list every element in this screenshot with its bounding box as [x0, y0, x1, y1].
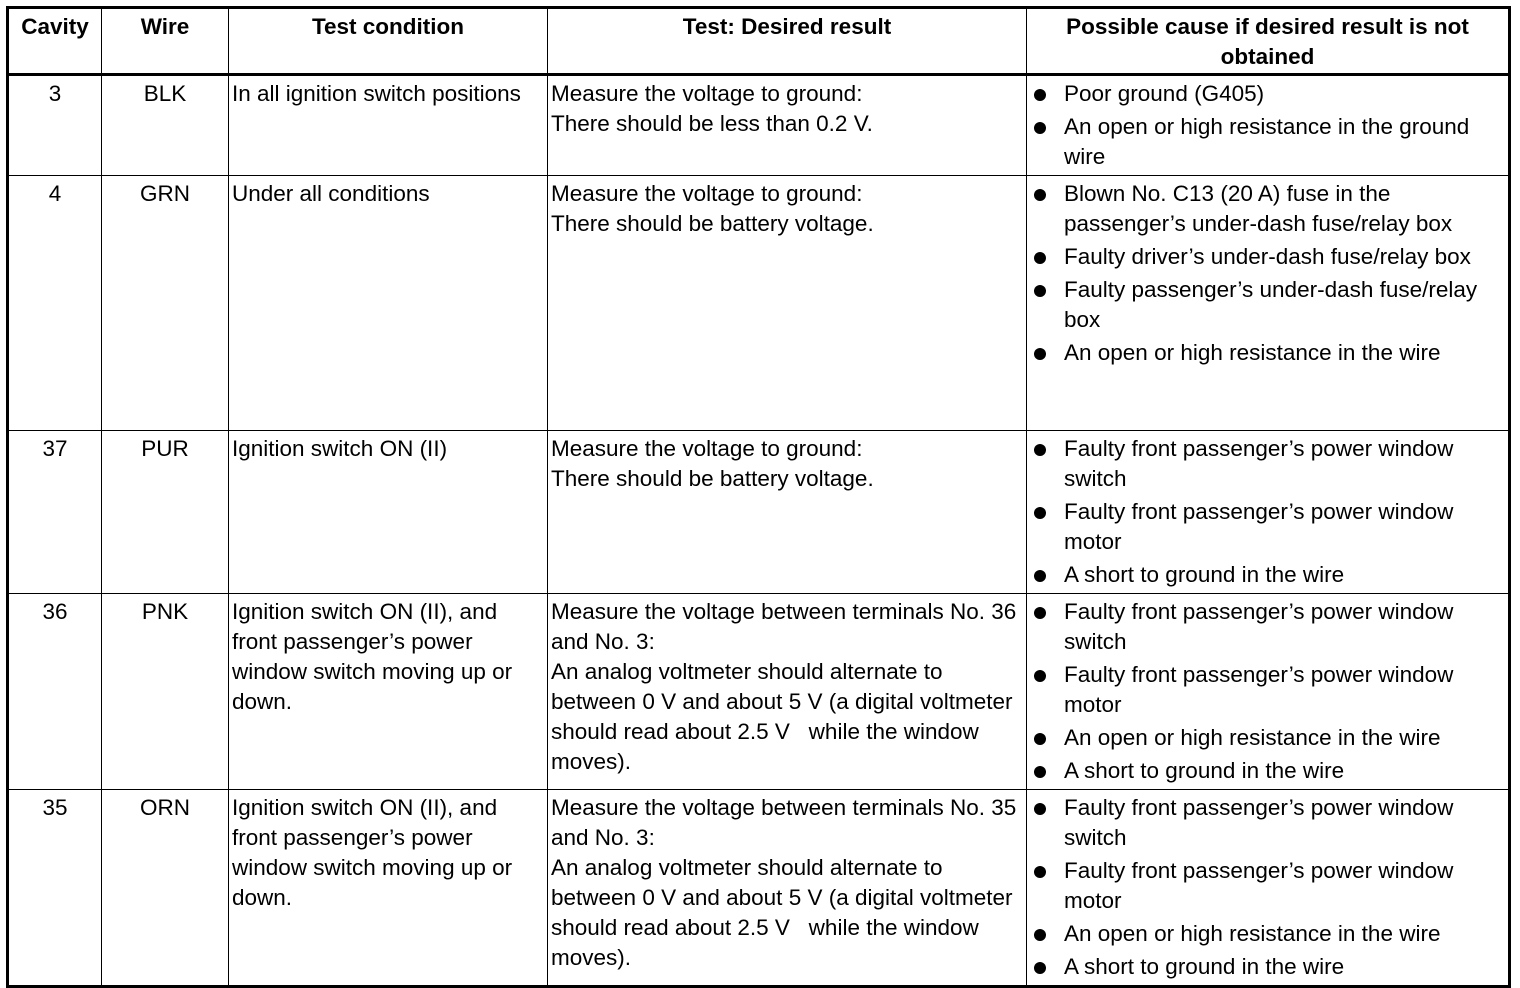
- bullet-icon: [1034, 348, 1046, 360]
- result-line: An analog voltmeter should alternate to between 0 V and about 5 V (a digital voltmeter should read about 2.5 V while the window moves).: [551, 855, 1019, 970]
- causes-cell: [1027, 176, 1510, 431]
- cause-list: [1030, 434, 1505, 590]
- cause-item: [1030, 179, 1505, 239]
- cavity-cell: 37: [8, 431, 102, 594]
- bullet-icon: [1034, 866, 1046, 878]
- wire-cell: ORN: [102, 790, 229, 987]
- bullet-icon: [1034, 285, 1046, 297]
- result-line: There should be less than 0.2 V.: [551, 111, 873, 136]
- header-test-condition: Test condition: [229, 8, 548, 75]
- cavity-cell: 4: [8, 176, 102, 431]
- cause-text: An open or high resistance in the wire: [1064, 921, 1441, 946]
- wire-cell: BLK: [102, 75, 229, 176]
- cause-text: Faulty front passenger’s power window motor: [1064, 662, 1454, 717]
- table-row: [8, 431, 1510, 594]
- cause-item: [1030, 793, 1505, 853]
- cause-text: An open or high resistance in the ground wire: [1064, 114, 1470, 169]
- cause-item: [1030, 338, 1505, 368]
- cause-item: [1030, 919, 1505, 949]
- condition-cell: Ignition switch ON (II), and front passenger’s power window switch moving up or down.: [229, 594, 548, 790]
- cause-item: [1030, 660, 1505, 720]
- cause-list: [1030, 597, 1505, 786]
- cause-list: [1030, 79, 1505, 172]
- cause-item: [1030, 597, 1505, 657]
- cause-list: [1030, 793, 1505, 982]
- cause-text: Faulty passenger’s under-dash fuse/relay box: [1064, 277, 1478, 332]
- header-cavity: Cavity: [8, 8, 102, 75]
- result-line: There should be battery voltage.: [551, 211, 874, 236]
- bullet-icon: [1034, 607, 1046, 619]
- condition-cell: Ignition switch ON (II): [229, 431, 548, 594]
- cause-item: [1030, 560, 1505, 590]
- result-cell: [548, 75, 1027, 176]
- cause-item: [1030, 275, 1505, 335]
- result-line: Measure the voltage to ground:: [551, 181, 863, 206]
- wire-cell: PNK: [102, 594, 229, 790]
- cause-text: Blown No. C13 (20 A) fuse in the passenger’s under-dash fuse/relay box: [1064, 181, 1453, 236]
- cause-text: A short to ground in the wire: [1064, 758, 1345, 783]
- cause-item: [1030, 952, 1505, 982]
- cause-item: [1030, 856, 1505, 916]
- condition-cell: In all ignition switch positions: [229, 75, 548, 176]
- cause-text: A short to ground in the wire: [1064, 562, 1345, 587]
- cause-item: [1030, 434, 1505, 494]
- cause-text: An open or high resistance in the wire: [1064, 340, 1441, 365]
- cause-item: [1030, 756, 1505, 786]
- result-line: Measure the voltage to ground:: [551, 436, 863, 461]
- cavity-cell: 36: [8, 594, 102, 790]
- header-wire: Wire: [102, 8, 229, 75]
- header-possible-cause: Possible cause if desired result is not obtained: [1027, 8, 1510, 75]
- result-cell: [548, 790, 1027, 987]
- cause-text: An open or high resistance in the wire: [1064, 725, 1441, 750]
- cause-text: Faulty front passenger’s power window switch: [1064, 436, 1454, 491]
- cause-item: [1030, 497, 1505, 557]
- bullet-icon: [1034, 570, 1046, 582]
- bullet-icon: [1034, 733, 1046, 745]
- table-row: [8, 176, 1510, 431]
- result-cell: [548, 594, 1027, 790]
- bullet-icon: [1034, 962, 1046, 974]
- cause-item: [1030, 79, 1505, 109]
- cause-item: [1030, 112, 1505, 172]
- table-row: [8, 594, 1510, 790]
- bullet-icon: [1034, 122, 1046, 134]
- cause-text: Faulty driver’s under-dash fuse/relay box: [1064, 244, 1471, 269]
- cavity-cell: 3: [8, 75, 102, 176]
- cause-text: A short to ground in the wire: [1064, 954, 1345, 979]
- table-row: [8, 75, 1510, 176]
- result-cell: [548, 176, 1027, 431]
- cause-text: Poor ground (G405): [1064, 81, 1265, 106]
- cause-text: Faulty front passenger’s power window motor: [1064, 858, 1454, 913]
- bullet-icon: [1034, 89, 1046, 101]
- result-line: Measure the voltage to ground:: [551, 81, 863, 106]
- causes-cell: [1027, 75, 1510, 176]
- cause-item: [1030, 723, 1505, 753]
- bullet-icon: [1034, 252, 1046, 264]
- connector-test-table: [6, 6, 1511, 988]
- result-line: An analog voltmeter should alternate to between 0 V and about 5 V (a digital voltmeter should read about 2.5 V while the window moves).: [551, 659, 1019, 774]
- result-line: There should be battery voltage.: [551, 466, 874, 491]
- condition-cell: Under all conditions: [229, 176, 548, 431]
- bullet-icon: [1034, 803, 1046, 815]
- causes-cell: [1027, 790, 1510, 987]
- cause-text: Faulty front passenger’s power window switch: [1064, 795, 1454, 850]
- causes-cell: [1027, 594, 1510, 790]
- cause-list: [1030, 179, 1505, 368]
- result-line: Measure the voltage between terminals No. 35 and No. 3:: [551, 795, 1023, 850]
- header-desired-result: Test: Desired result: [548, 8, 1027, 75]
- bullet-icon: [1034, 189, 1046, 201]
- wire-cell: GRN: [102, 176, 229, 431]
- header-row: [8, 8, 1510, 75]
- wire-cell: PUR: [102, 431, 229, 594]
- result-cell: [548, 431, 1027, 594]
- cause-text: Faulty front passenger’s power window switch: [1064, 599, 1454, 654]
- bullet-icon: [1034, 929, 1046, 941]
- bullet-icon: [1034, 766, 1046, 778]
- cause-item: [1030, 242, 1505, 272]
- table-row: [8, 790, 1510, 987]
- bullet-icon: [1034, 444, 1046, 456]
- bullet-icon: [1034, 507, 1046, 519]
- cavity-cell: 35: [8, 790, 102, 987]
- bullet-icon: [1034, 670, 1046, 682]
- result-line: Measure the voltage between terminals No. 36 and No. 3:: [551, 599, 1023, 654]
- condition-cell: Ignition switch ON (II), and front passenger’s power window switch moving up or down.: [229, 790, 548, 987]
- cause-text: Faulty front passenger’s power window motor: [1064, 499, 1454, 554]
- causes-cell: [1027, 431, 1510, 594]
